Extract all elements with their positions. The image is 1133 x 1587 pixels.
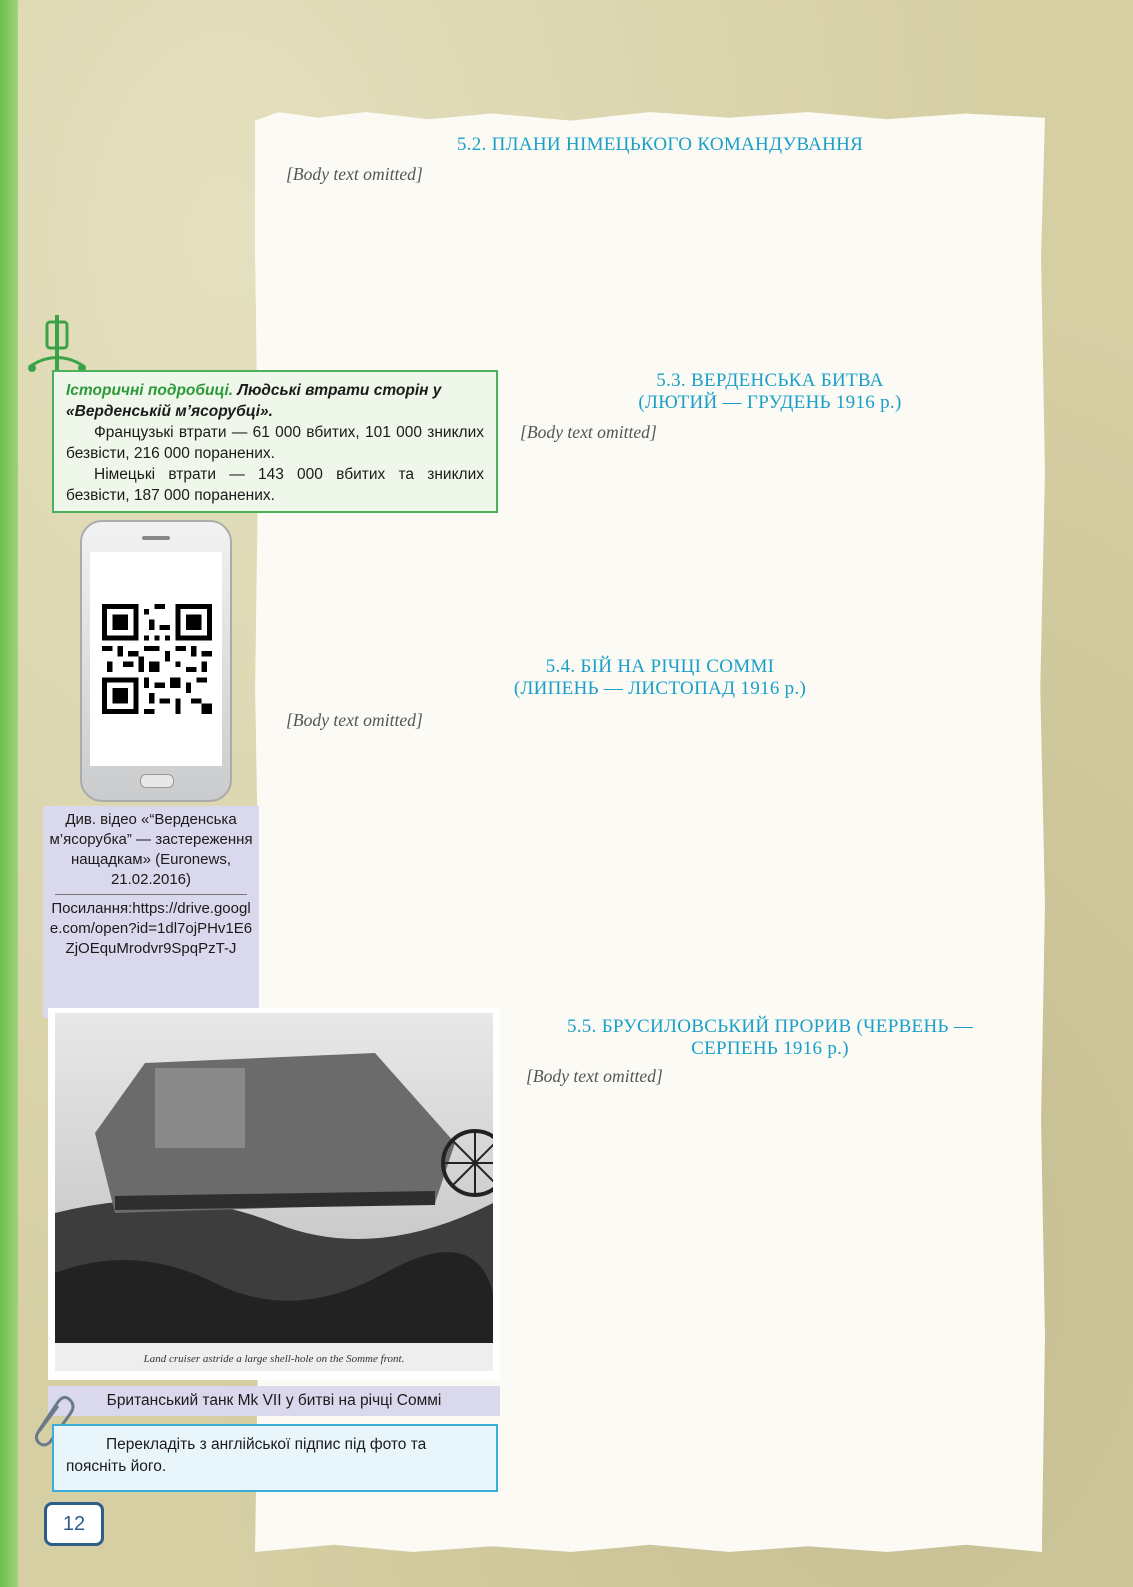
video-link[interactable]: Посилання:https://drive.google.com/open?id=1dl7ojPHv1E6ZjOEquMrodvr9SpqPzT-J	[49, 900, 253, 957]
info-box-line: Німецькі втрати — 143 000 вбитих та зниклих безвісти, 187 000 поранених.	[66, 466, 484, 504]
section-body-5-5: [Body text omitted]	[526, 1066, 663, 1086]
tank-photo-illustration	[55, 1013, 493, 1343]
section-heading-5-3: 5.3. ВЕРДЕНСЬКА БИТВА (ЛЮТИЙ — ГРУДЕНЬ 1916 р.)	[638, 370, 902, 413]
page-number: 12	[44, 1502, 104, 1546]
section-body-5-4: [Body text omitted]	[286, 710, 423, 730]
page-edge-strip	[0, 0, 18, 1587]
video-caption-box	[43, 806, 259, 1018]
video-caption-text: Див. відео «“Верденська м’ясорубка” — застереження нащадкам» (Euronews, 21.02.2016)	[49, 811, 253, 888]
section-body-5-3: [Body text omitted]	[520, 422, 657, 442]
section-body-5-2: [Body text omitted]	[286, 164, 423, 184]
phone-screen	[90, 552, 222, 766]
section-heading-5-5: 5.5. БРУСИЛОВСЬКИЙ ПРОРИВ (ЧЕРВЕНЬ — СЕРПЕНЬ 1916 р.)	[566, 1016, 974, 1059]
phone-home-button	[140, 774, 174, 788]
task-text: Перекладіть з англійської підпис під фото та поясніть його.	[66, 1436, 427, 1475]
phone-speaker	[142, 536, 170, 540]
video-caption-divider	[55, 894, 247, 895]
photo-caption: Британський танк Mk VII у битві на річці Соммі	[48, 1386, 500, 1416]
phone-illustration	[80, 520, 232, 802]
section-heading-5-4: 5.4. БІЙ НА РІЧЦІ СОММІ (ЛИПЕНЬ — ЛИСТОПАД 1916 р.)	[513, 656, 807, 699]
tank-photo-frame	[48, 1008, 500, 1380]
info-box-line: Французькі втрати — 61 000 вбитих, 101 000 зниклих безвісти, 216 000 поранених.	[66, 424, 484, 462]
info-box-title: Людські втрати сторін у «Верденській м’ясорубці».	[66, 382, 442, 420]
section-heading-5-2: 5.2. ПЛАНИ НІМЕЦЬКОГО КОМАНДУВАННЯ	[456, 134, 864, 155]
tank-photo	[55, 1013, 493, 1371]
photo-credit: Land cruiser astride a large shell-hole on the Somme front.	[143, 1353, 405, 1365]
qr-code-icon[interactable]	[102, 604, 212, 714]
info-box-lead: Історичні подробиці.	[66, 382, 234, 399]
historical-details-box	[52, 370, 498, 513]
task-box	[52, 1424, 498, 1492]
